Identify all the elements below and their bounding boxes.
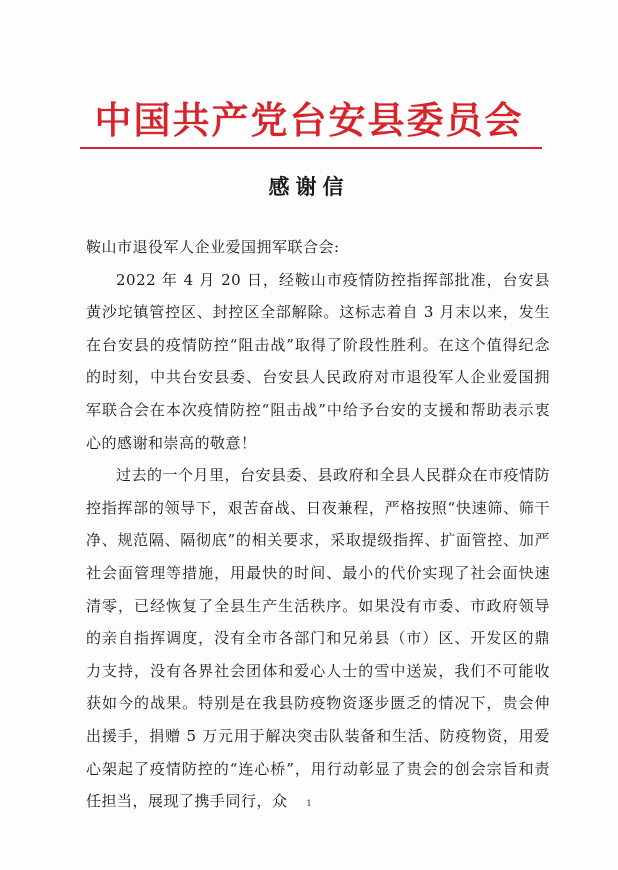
body-paragraph-1: 2022 年 4 月 20 日，经鞍山市疫情防控指挥部批准，台安县黄沙坨镇管控区、封控区全部解除。这标志着自 3 月末以来，发生在台安县的疫情防控“阻击战”取得了阶段性胜利。在这个值得纪念的时刻，中共台安县委、台安县人民政府对市退役军人企业爱国拥军联合会在本次疫情防控“阻击战”中给予台安的支援和帮助表示衷心的感谢和崇高的敬意！ <box>86 270 550 452</box>
letterhead-red-rule <box>80 147 542 149</box>
letterhead-title: 中国共产党台安县委员会 <box>94 98 524 142</box>
salutation: 鞍山市退役军人企业爱国拥军联合会: <box>86 238 340 256</box>
body-paragraph-2: 过去的一个月里，台安县委、县政府和全县人民群众在市疫情防控指挥部的领导下，艰苦奋战、日夜兼程，严格按照“快速筛、筛干净、规范隔、隔彻底”的相关要求，采取提级指挥、扩面管控、加严社会面管理等措施，用最快的时间、最小的代价实现了社会面快速清零，已经恢复了全县生产生活秩序。如果没有市委、市政府领导的亲自指挥调度，没有全市各部门和兄弟县（市）区、开发区的鼎力支持，没有各界社会团体和爱心人士的雪中送炭，我们不可能收获如今的战果。特别是在我县防疫物资逐步匮乏的情况下，贵会伸出援手，捐赠 5 万元用于解决突击队装备和生活、防疫物资，用爱心架起了疫情防控的“连心桥”，用行动彰显了贵会的创会宗旨和责任担当，展现了携手同行，众 <box>86 466 551 811</box>
document-title: 感谢信 <box>268 175 350 199</box>
letter-body <box>86 231 550 818</box>
page-number: 1 <box>306 799 312 808</box>
